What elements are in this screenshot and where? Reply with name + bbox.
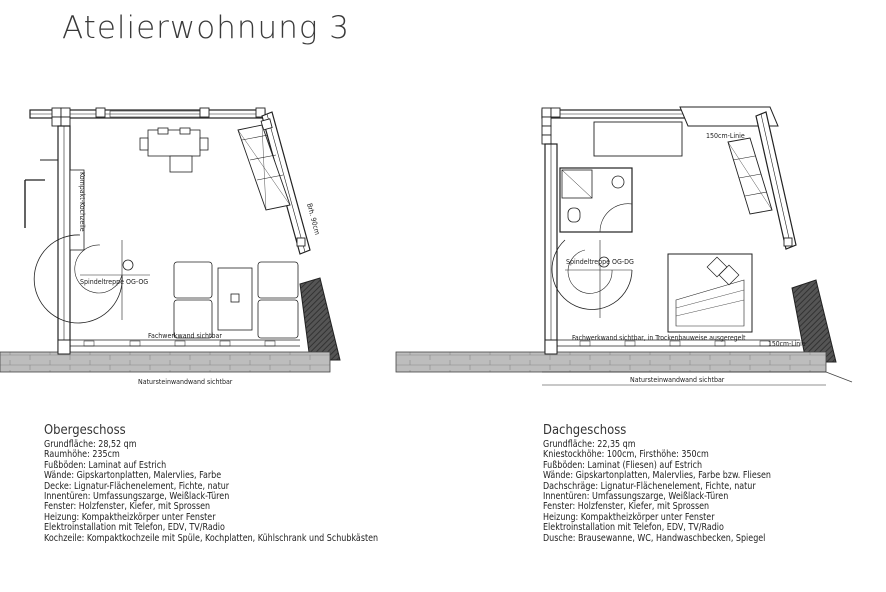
- label-naturstein: Natursteinwandwand sichtbar: [138, 378, 233, 386]
- spec-line: Grundfläche: 22,35 qm: [543, 439, 636, 450]
- spec-line: Kochzeile: Kompaktkochzeile mit Spüle, Kochplatten, Kühlschrank und Schubkästen: [44, 532, 379, 544]
- spec-line: Fußböden: Laminat auf Estrich: [44, 459, 167, 471]
- spec-line: Innentüren: Umfassungszarge, Weißlack-Türen: [543, 491, 729, 503]
- spec-line: Raumhöhe: 235cm: [44, 449, 120, 461]
- spec-line: Fenster: Holzfenster, Kiefer, mit Sprossen: [44, 501, 211, 513]
- label-brh: Brh. 90cm: [305, 202, 322, 236]
- label-spindeltreppe-dg: Spindeltreppe OG-DG: [566, 258, 634, 266]
- spec-line: Dusche: Brausewanne, WC, Handwaschbecken, Spiegel: [543, 532, 766, 544]
- label-fachwerkwand-dg: Fachwerkwand sichtbar, in Trockenbauweise ausgeregelt: [572, 334, 746, 342]
- spec-line: Heizung: Kompaktheizkörper unter Fenster: [44, 511, 216, 523]
- page-title: Atelierwohnung 3: [62, 10, 351, 46]
- spec-heading: Obergeschoss: [44, 422, 126, 438]
- label-spindeltreppe: Spindeltreppe OG-OG: [80, 278, 149, 286]
- spec-obergeschoss: [44, 422, 378, 544]
- label-kochzeile: Kompakt-Kochzeile: [78, 172, 86, 232]
- spec-line: Fußböden: Laminat (Fliesen) auf Estrich: [543, 459, 703, 471]
- spec-line: Heizung: Kompaktheizkörper unter Fenster: [543, 511, 715, 523]
- label-fachwerkwand: Fachwerkwand sichtbar: [148, 332, 222, 340]
- spec-line: Innentüren: Umfassungszarge, Weißlack-Türen: [44, 491, 230, 503]
- spec-line: Elektroinstallation mit Telefon, EDV, TV/Radio: [543, 522, 724, 534]
- spec-heading: Dachgeschoss: [543, 422, 627, 438]
- spec-line: Dachschräge: Lignatur-Flächenelement, Fichte, natur: [543, 480, 756, 492]
- spec-line: Elektroinstallation mit Telefon, EDV, TV/Radio: [44, 522, 225, 534]
- label-150cm-bottom: 150cm-Linie: [768, 340, 806, 348]
- spec-line: Decke: Lignatur-Flächenelement, Fichte, natur: [44, 480, 230, 492]
- spec-line: Wände: Gipskartonplatten, Malervlies, Farbe: [44, 470, 222, 482]
- label-naturstein-dg: Natursteinwandwand sichtbar: [630, 376, 725, 384]
- label-150cm-top: 150cm-Linie: [706, 132, 745, 140]
- spec-line: Fenster: Holzfenster, Kiefer, mit Sprossen: [543, 501, 710, 513]
- spec-line: Grundfläche: 28,52 qm: [44, 439, 137, 450]
- spec-line: Wände: Gipskartonplatten, Malervlies, Farbe bzw. Fliesen: [543, 470, 771, 482]
- spec-dachgeschoss: [543, 422, 771, 544]
- spec-line: Kniestockhöhe: 100cm, Firsthöhe: 350cm: [543, 449, 709, 461]
